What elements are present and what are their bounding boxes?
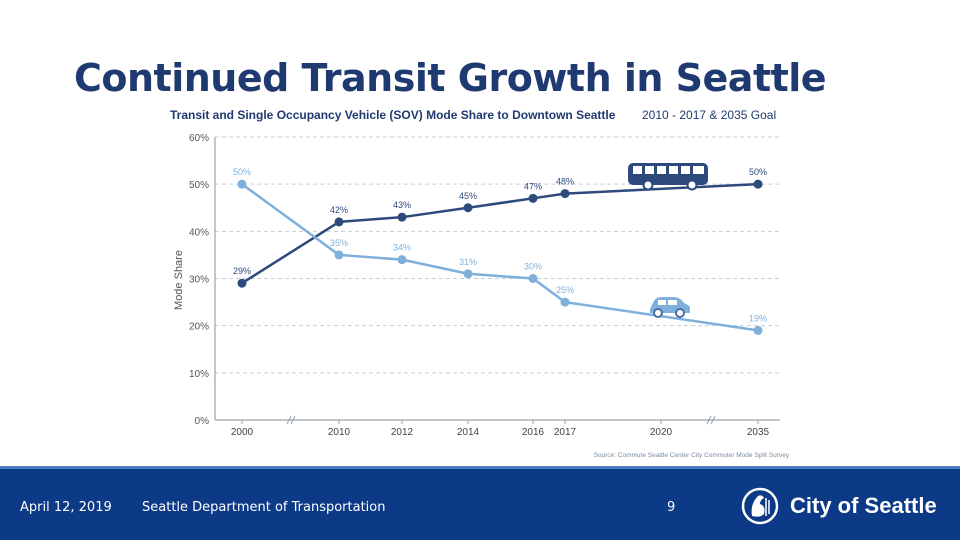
y-tick-label: 60% [188,133,209,144]
sov-data-label: 50% [232,167,252,178]
logo-text: City of Seattle [790,493,937,518]
y-axis-label: Mode Share [173,250,185,310]
transit-data-label: 29% [232,266,252,277]
transit-point [561,189,570,198]
y-tick-labels [189,133,209,427]
transit-data-label: 48% [555,176,575,187]
x-tick-label: 2017 [553,427,577,438]
sov-point [529,274,538,283]
x-tick-label: 2016 [521,427,545,438]
sov-point [398,255,407,264]
sov-data-label: 35% [329,237,349,248]
transit-point [464,203,473,212]
sov-data-label: 30% [523,261,543,272]
y-tick-label: 10% [188,368,209,380]
page-number: 9 [667,500,676,515]
y-tick-label: 20% [188,321,209,333]
x-tick-label: 2014 [456,427,480,438]
transit-line [242,184,758,283]
sov-data-label: 19% [748,313,768,324]
footer-date: April 12, 2019 [20,500,112,515]
y-tick-label: 30% [188,274,209,286]
transit-point [238,279,247,288]
transit-point [335,217,344,226]
car-icon [650,297,690,317]
transit-point [754,180,763,189]
sov-point [238,180,247,189]
chart-title: Transit and Single Occupancy Vehicle (SOV) Mode Share to Downtown Seattle [170,108,616,122]
footer-department: Seattle Department of Transportation [142,500,386,515]
y-tick-label: 0% [194,416,209,427]
transit-data-label: 47% [523,181,543,192]
sov-point [335,250,344,259]
sov-point [464,269,473,278]
sov-point [754,326,763,335]
x-tick-label: 2010 [327,427,351,438]
y-tick-label: 40% [188,227,209,239]
x-tick-labels [231,420,770,438]
x-tick-label: 2000 [230,427,254,438]
x-tick-label: 2035 [746,427,770,438]
mode-share-chart [160,100,800,465]
bus-icon [628,163,708,190]
x-tick-label: 2012 [390,427,414,438]
transit-point [529,194,538,203]
transit-data-label: 45% [458,190,478,201]
slide-title: Continued Transit Growth in Seattle [74,56,827,100]
sov-data-label: 34% [392,242,412,253]
y-tick-label: 50% [188,180,209,192]
footer-bar [0,469,960,540]
sov-point [561,298,570,307]
chart-subtitle: 2010 - 2017 & 2035 Goal [642,108,777,122]
sov-data-label: 31% [458,256,478,267]
transit-data-label: 43% [392,200,412,211]
source-note: Source: Commute Seattle Center City Commuter Mode Split Survey [593,452,789,459]
seattle-seal-icon [740,486,780,526]
x-tick-label: 2020 [649,427,673,438]
transit-data-label: 50% [748,167,768,178]
sov-data-label: 25% [555,285,575,296]
transit-point [398,213,407,222]
transit-data-label: 42% [329,204,349,215]
city-logo [740,486,950,526]
